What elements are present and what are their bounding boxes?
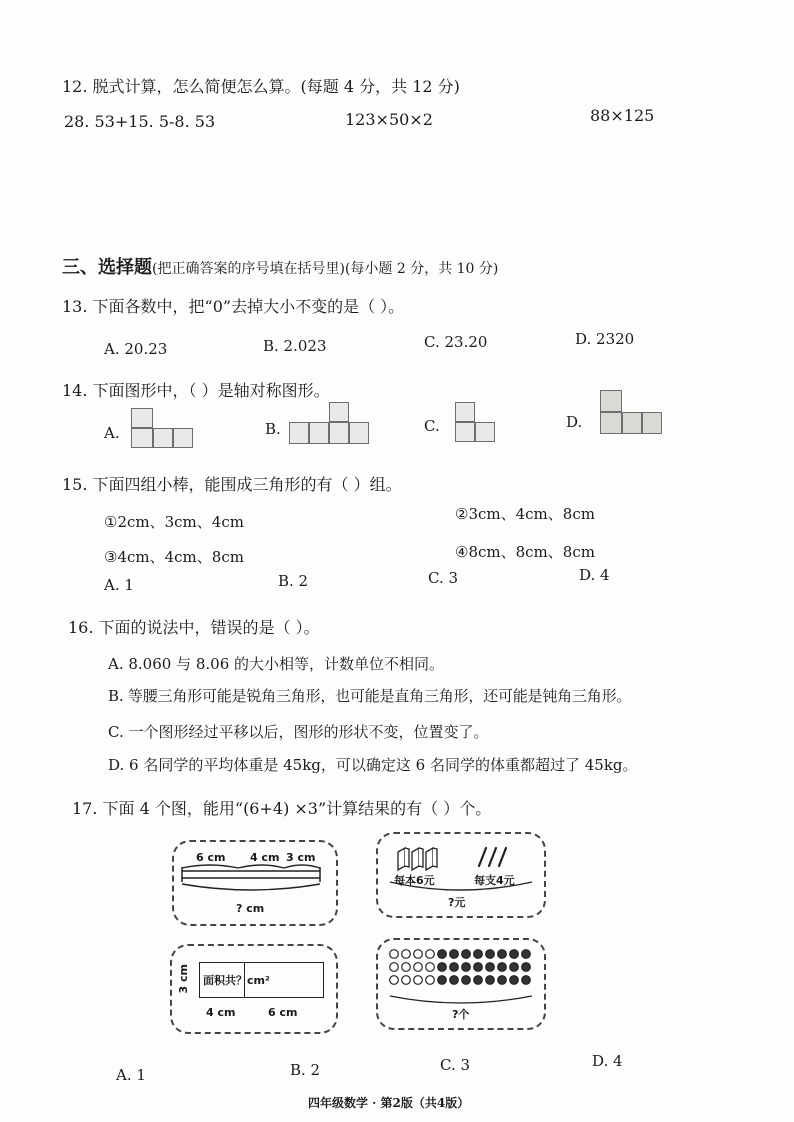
section-heading xyxy=(62,253,498,279)
q17-option-d[interactable]: D. 4 xyxy=(592,1052,623,1070)
q13-option-d[interactable]: D. 2320 xyxy=(575,330,635,348)
q15-option-a[interactable]: A. 1 xyxy=(104,576,134,594)
filled-dot xyxy=(510,976,519,985)
filled-dot xyxy=(450,963,459,972)
fig3-side-label: 3 cm xyxy=(177,964,190,994)
q16-option-a[interactable]: A. 8.060 与 8.06 的大小相等，计数单位不相同。 xyxy=(108,655,445,673)
q14-option-d[interactable]: D. xyxy=(566,413,583,431)
filled-dot xyxy=(522,976,531,985)
fig3-width-left: 4 cm xyxy=(206,1006,236,1019)
filled-dot xyxy=(522,963,531,972)
filled-dot xyxy=(498,950,507,959)
fig2-pen-price: 每支4元 xyxy=(474,874,515,887)
fig4-brace xyxy=(390,996,532,1003)
filled-dot xyxy=(462,963,471,972)
q15-stem: 15. 下面四组小棒，能围成三角形的有（ ）组。 xyxy=(62,475,402,494)
q12-expr-1: 28. 53+15. 5-8. 53 xyxy=(64,112,216,131)
fig2-book-price: 每本6元 xyxy=(394,874,435,887)
section-title: 三、选择题 xyxy=(62,257,152,278)
filled-dot xyxy=(486,963,495,972)
hollow-dot xyxy=(402,950,411,959)
filled-dot xyxy=(462,976,471,985)
q14-option-b[interactable]: B. xyxy=(265,420,281,438)
hollow-dot xyxy=(390,976,399,985)
filled-dot xyxy=(438,950,447,959)
q15-group-2: ②3cm、4cm、8cm xyxy=(455,505,595,523)
q12-title: 12. 脱式计算，怎么简便怎么算。(每题 4 分，共 12 分) xyxy=(62,77,460,96)
q15-group-4: ④8cm、8cm、8cm xyxy=(455,543,595,561)
fig3-width-right: 6 cm xyxy=(268,1006,298,1019)
page-footer: 四年级数学 · 第2版（共4版） xyxy=(308,1096,470,1110)
q17-option-b[interactable]: B. 2 xyxy=(290,1061,321,1079)
hollow-dot xyxy=(426,950,435,959)
q15-group-3: ③4cm、4cm、8cm xyxy=(104,548,244,566)
filled-dot xyxy=(474,963,483,972)
filled-dot xyxy=(450,950,459,959)
hollow-dot xyxy=(414,976,423,985)
hollow-dot xyxy=(426,976,435,985)
q13-option-c[interactable]: C. 23.20 xyxy=(424,333,488,351)
filled-dot xyxy=(462,950,471,959)
q12-expr-2: 123×50×2 xyxy=(345,110,433,129)
filled-dot xyxy=(510,963,519,972)
q17-option-a[interactable]: A. 1 xyxy=(116,1066,146,1084)
section-note: (把正确答案的序号填在括号里)(每小题 2 分，共 10 分) xyxy=(152,261,499,277)
filled-dot xyxy=(510,950,519,959)
q13-option-b[interactable]: B. 2.023 xyxy=(263,337,327,355)
filled-dot xyxy=(486,976,495,985)
filled-dot xyxy=(486,950,495,959)
q14-stem: 14. 下面图形中，（ ）是轴对称图形。 xyxy=(62,381,330,400)
q17-figure-1 xyxy=(172,840,338,926)
hollow-dot xyxy=(414,950,423,959)
q13-stem: 13. 下面各数中，把“0”去掉大小不变的是（ ）。 xyxy=(62,297,405,316)
fig2-total-label: ?元 xyxy=(448,896,466,909)
q16-stem: 16. 下面的说法中，错误的是（ ）。 xyxy=(68,618,320,637)
hollow-dot xyxy=(426,963,435,972)
book-icon xyxy=(398,848,437,870)
q17-figure-4 xyxy=(376,938,546,1030)
q15-group-1: ①2cm、3cm、4cm xyxy=(104,513,244,531)
hollow-dot xyxy=(414,963,423,972)
filled-dot xyxy=(498,963,507,972)
fig1-total-label: ? cm xyxy=(236,902,265,915)
filled-dot xyxy=(438,976,447,985)
fig1-label-6cm: 6 cm xyxy=(196,851,226,864)
q15-option-b[interactable]: B. 2 xyxy=(278,572,309,590)
q17-option-c[interactable]: C. 3 xyxy=(440,1056,471,1074)
filled-dot xyxy=(450,976,459,985)
q14-option-c[interactable]: C. xyxy=(424,417,440,435)
hollow-dot xyxy=(390,963,399,972)
fig4-total-label: ?个 xyxy=(452,1008,470,1021)
q14-option-a[interactable]: A. xyxy=(104,424,120,442)
hollow-dot xyxy=(402,976,411,985)
filled-dot xyxy=(474,976,483,985)
q15-option-c[interactable]: C. 3 xyxy=(428,569,459,587)
fig1-label-3cm: 3 cm xyxy=(286,851,316,864)
q16-option-b[interactable]: B. 等腰三角形可能是锐角三角形，也可能是直角三角形，还可能是钝角三角形。 xyxy=(108,687,632,705)
filled-dot xyxy=(438,963,447,972)
q12-expr-3: 88×125 xyxy=(590,106,655,125)
hollow-dot xyxy=(390,950,399,959)
filled-dot xyxy=(474,950,483,959)
q17-figure-2 xyxy=(376,832,546,918)
q17-figure-3 xyxy=(170,944,338,1034)
q15-option-d[interactable]: D. 4 xyxy=(579,566,610,584)
q13-option-a[interactable]: A. 20.23 xyxy=(104,340,168,358)
fig1-label-4cm: 4 cm xyxy=(250,851,280,864)
hollow-dot xyxy=(402,963,411,972)
q17-stem: 17. 下面 4 个图，能用“(6+4) ×3”计算结果的有（ ）个。 xyxy=(72,799,492,818)
pen-icon xyxy=(479,848,506,866)
q16-option-d[interactable]: D. 6 名同学的平均体重是 45kg，可以确定这 6 名同学的体重都超过了 45kg。 xyxy=(108,756,638,774)
fig3-area-label: 面积共？cm² xyxy=(203,974,270,987)
filled-dot xyxy=(498,976,507,985)
q16-option-c[interactable]: C. 一个图形经过平移以后，图形的形状不变，位置变了。 xyxy=(108,723,489,741)
filled-dot xyxy=(522,950,531,959)
